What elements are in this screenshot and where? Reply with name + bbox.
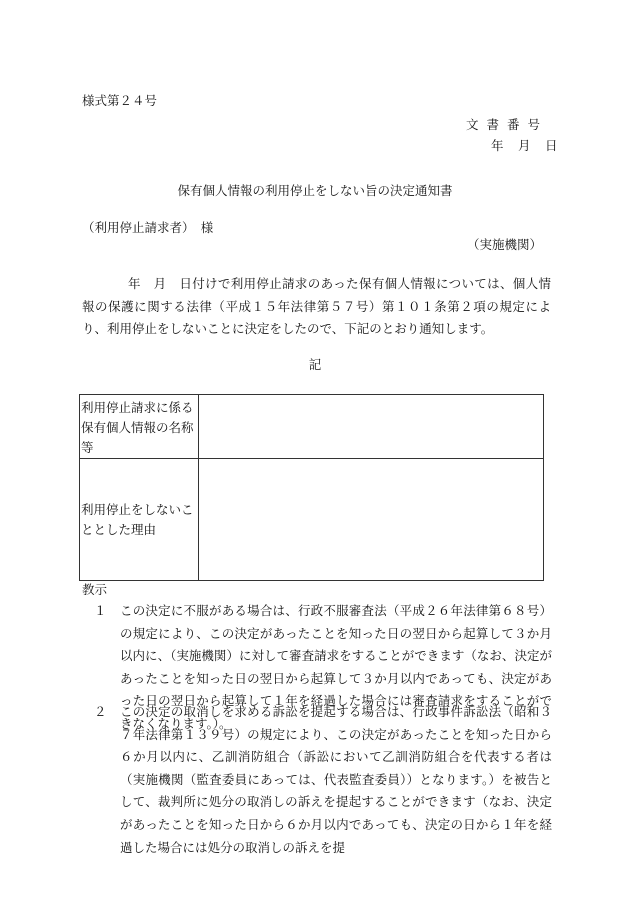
ki-heading: 記	[308, 357, 322, 372]
instruction-number: ２	[94, 704, 107, 719]
instruction-text: この決定の取消しを求める訴訟を提起する場合は、行政事件訴訟法（昭和３７年法律第１３９号）の規定により、この決定があったことを知った日から６か月以内に、乙訓消防組合（訴訟において乙訓消防組合を代表する者は（実施機関（監査委員にあっては、代表監査委員））となります。）を被告として、裁判所に処分の取消しの訴えを提起することができます（なお、決定があったことを知った日から６か月以内であっても、決定の日から１年を経過した場合には処分の取消しの訴えを提	[120, 704, 552, 855]
document-title: 保有個人情報の利用停止をしない旨の決定通知書	[177, 183, 453, 198]
instruction-number: １	[94, 603, 107, 618]
table-row	[80, 395, 544, 459]
instruction-item	[94, 701, 552, 859]
body-paragraph: 年 月 日付けで利用停止請求のあった保有個人情報については、個人情報の保護に関する法律（平成１５年法律第５７号）第１０１条第２項の規定により、利用停止をしないことに決定をしたので、下記のとおり通知します。	[82, 276, 551, 336]
issuing-agency: （実施機関）	[466, 237, 542, 252]
info-table	[79, 394, 544, 581]
instruction-text: この決定に不服がある場合は、行政不服審査法（平成２６年法律第６８号）の規定により、この決定があったことを知った日の翌日から起算して３か月以内に、（実施機関）に対して審査請求をすることができます（なお、決定があったことを知った日の翌日から起算して３か月以内であっても、決定があった日の翌日から起算して１年を経過した場合には審査請求をすることができなくなります。）。	[120, 603, 552, 731]
document-number-label: 文書番号	[466, 117, 549, 132]
row-label-info-name: 利用停止請求に係る保有個人情報の名称等	[80, 395, 199, 459]
row-value-info-name	[199, 395, 544, 459]
row-value-reason	[199, 459, 544, 581]
date-line: 年 月 日	[491, 138, 559, 153]
addressee: （利用停止請求者） 様	[82, 220, 214, 235]
form-number: 様式第２４号	[82, 93, 158, 108]
instruction-heading: 教示	[82, 582, 108, 597]
row-label-reason: 利用停止をしないこととした理由	[80, 459, 199, 581]
table-row	[80, 459, 544, 581]
